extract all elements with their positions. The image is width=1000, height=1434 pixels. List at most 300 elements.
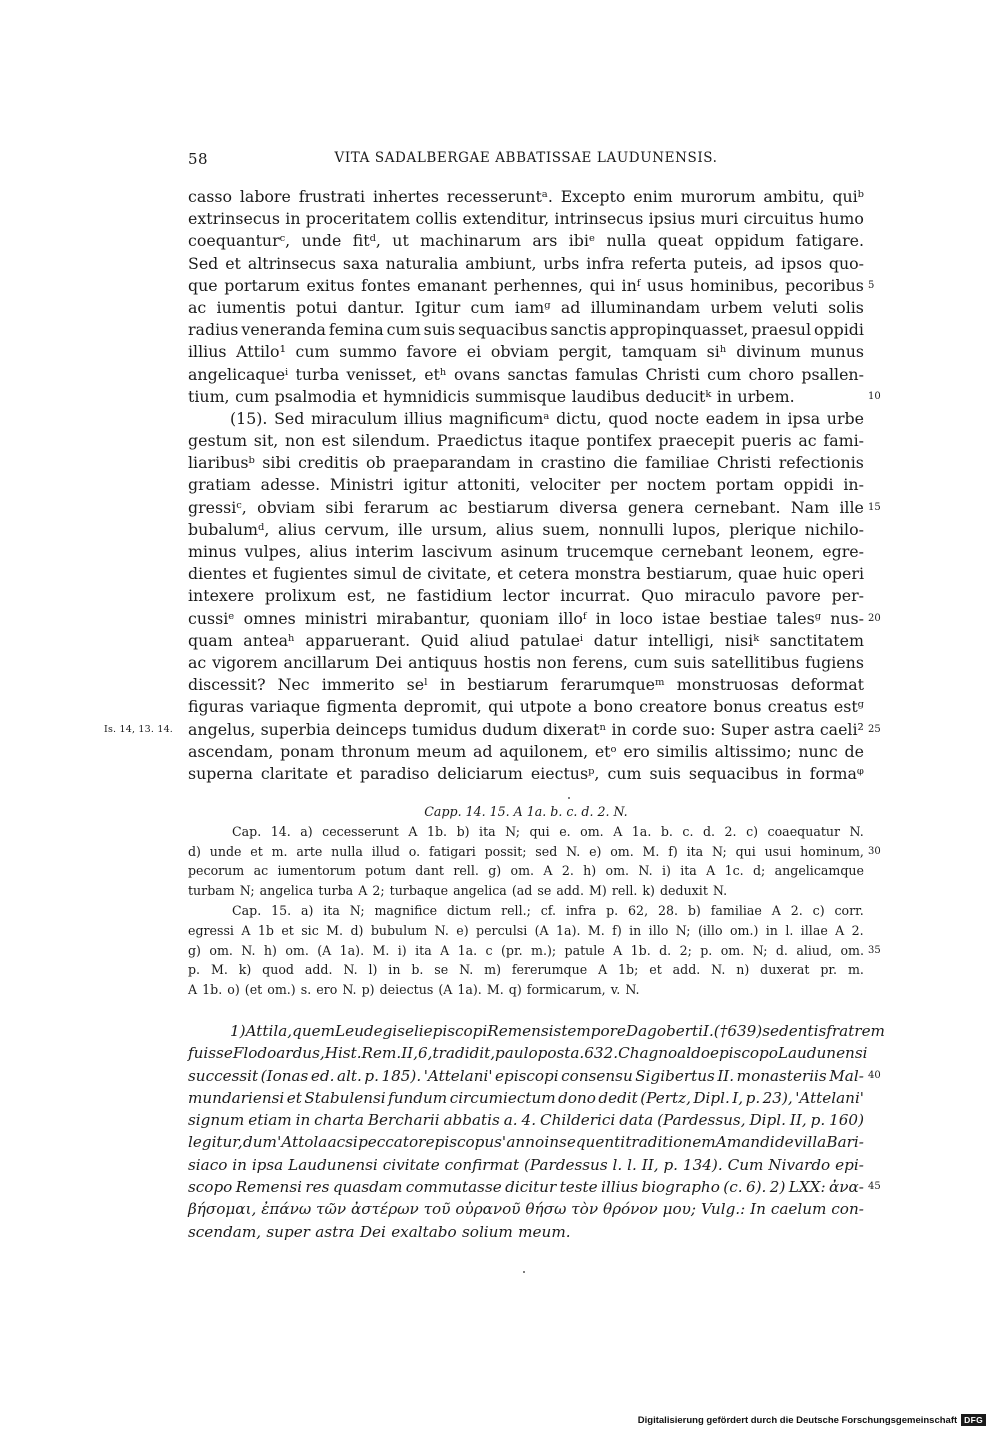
main-word: Excepto [560,187,626,206]
note-word: angelica [453,883,507,899]
main-line [188,297,864,319]
note-word: 28. [657,902,678,918]
footnote-word: 1) [230,1022,246,1040]
footnote-line [188,1087,864,1109]
main-word: et [252,564,268,584]
note-word: q) [508,982,522,998]
main-word: Dei [375,652,403,672]
main-word: Quo [641,586,674,606]
main-line [188,696,864,718]
main-line [188,341,864,363]
main-line [188,563,864,585]
main-word: inhertes [372,187,440,206]
main-word: laudibus [571,386,640,406]
main-word: hymnidicis [383,386,470,406]
main-line [188,408,864,430]
main-word: cum [295,342,330,362]
main-word: figuras [188,697,244,717]
footnote-word: (Ionas [260,1066,309,1085]
note-word: iumentorum [277,863,356,879]
main-word: tamquam [621,342,698,362]
footnote-word: Attila, [245,1022,293,1040]
footnote-word: caelum [770,1200,827,1219]
footnote-word: τὸν [571,1200,599,1219]
main-word: portam [715,475,774,495]
main-word: machinarum [420,231,521,251]
line-number: 5 [868,279,875,291]
main-word: cum [633,652,668,672]
main-word: itaque [529,431,580,451]
note-word: 1a). [457,982,482,998]
main-word: de [402,564,422,584]
main-word: deliciarum [437,763,523,783]
main-word: diversa [559,497,618,517]
critical-apparatus [188,802,881,1000]
note-word: 15. [271,902,292,918]
footnote-word: insequenti [544,1133,626,1152]
main-word: solis [828,297,864,317]
note-word: illo [648,922,669,938]
note-word: 1a). [556,922,581,938]
main-word: satellitibus [711,652,800,672]
footnote-line [188,1042,868,1064]
main-word: cussiᵉ [188,608,235,628]
main-word: superbia [260,719,331,739]
note-word: N. [625,982,640,998]
main-line [188,541,864,563]
note-word: M. [372,942,390,958]
note-word: A [408,823,418,839]
main-word: cum [386,320,421,340]
main-word: lupos, [672,519,721,539]
main-word: illius [403,408,443,428]
main-line [188,652,864,674]
note-word: ita [686,843,704,859]
main-word: ovans [454,364,501,384]
footnote-word: res [305,1178,330,1197]
note-word: pecorum [188,863,245,879]
main-word: aliud [469,630,510,650]
main-word: venisset, [346,364,417,384]
footnote-line [188,1065,881,1087]
main-word: enim [633,187,673,206]
footnote-word: (Pertz, [640,1088,691,1107]
main-word: dantur. [347,297,405,317]
note-word: pr. [820,962,838,978]
note-word: g) [488,863,502,879]
note-word: o) [227,982,240,998]
main-word: nulla [606,231,647,251]
note-word: 1b. [202,982,223,998]
main-word: deformat [790,675,864,695]
note-word: A [835,922,845,938]
note-word: illud [371,843,400,859]
note-line [188,861,864,881]
note-word: om. [605,863,630,879]
main-word: intrinsecus [554,209,644,229]
main-word: thronum [341,741,411,761]
main-word: bestiarum [467,675,549,695]
note-word: (pr. [501,942,523,958]
main-word: ero [623,741,650,761]
main-word: depromit, [403,697,482,717]
footnote-word: Dipl. [749,1111,786,1130]
note-word: k) [238,962,252,978]
footnote-word: l. [612,1155,623,1174]
footnote-line [188,1020,885,1042]
note-word: duxerat [760,962,810,978]
footnote-word: Remensis [487,1022,562,1040]
note-word: A [613,823,623,839]
main-word: puteis, [693,253,748,273]
note-word: N. [849,823,864,839]
main-word: veluti [772,297,818,317]
main-word: appropinquasset, [609,320,749,340]
main-word: per [610,475,638,495]
main-word: de [844,741,864,761]
main-word: queat [657,231,704,251]
main-word: qui [488,697,514,717]
note-word: A [771,902,781,918]
footnote-word: 'Attelani' [423,1066,493,1085]
footnote-word: episcopo [709,1044,778,1063]
footnote-word: Cum [727,1155,764,1174]
note-word: bubulum [370,922,428,938]
note-word: N; [675,922,691,938]
note-word: om. [209,942,233,958]
note-word: possit; [484,843,527,859]
main-word: casso [188,187,232,206]
footnote-word: a. [570,1044,585,1063]
main-word: (15). [230,408,268,428]
main-word: pecoribus [785,275,864,295]
note-word: aliud, [796,942,833,958]
main-word: eadem [705,408,759,428]
main-word: hominibus, [690,275,779,295]
note-line [188,901,864,921]
footnote-word: mundariensi [188,1088,285,1107]
main-word: unde [301,231,342,251]
note-word: N. [434,922,449,938]
note-word: unde [209,843,242,859]
footnote-word: Dipl. [693,1088,730,1107]
main-word: Attilo¹ [236,342,286,362]
main-word: ne [386,586,407,606]
main-word: urbem. [737,386,795,406]
main-line [188,386,881,408]
footnote-word: successit [188,1066,259,1085]
main-word: ars [532,231,558,251]
note-word: 2. [851,922,864,938]
note-word: 14. [270,823,291,839]
main-text [104,186,881,785]
footnotes [188,1020,885,1243]
footnote-word: de [774,1133,794,1152]
footnote-word: τοῦ [423,1200,451,1219]
note-word: quod [262,962,294,978]
note-word: A [440,942,450,958]
main-word: lascivum [421,542,493,561]
note-word: formicarum, [526,982,606,998]
main-word: ipsius [648,209,696,229]
main-word: ob [365,453,386,473]
main-word: quae [738,564,778,584]
footnote-word: ἀστέρων [351,1200,419,1219]
main-word: leonem, [750,542,815,561]
footnote-word: tradidit, [432,1044,496,1063]
footnote-line [188,1109,864,1131]
main-word: summo [339,342,397,362]
footnote-word: ed. [310,1066,335,1085]
main-word: praesul [751,320,812,340]
main-word: tumidus [411,719,477,739]
main-word: siʰ [706,342,727,362]
note-word: M. [210,962,228,978]
footnote-word: Amandi [715,1133,775,1152]
note-word: coaequatur [767,823,841,839]
main-word: in- [843,475,864,495]
footnote-word: Leudegiseli [335,1022,424,1040]
main-word: oppidi [814,320,864,340]
note-line [188,980,864,1000]
footnote-word: villa [793,1133,827,1152]
note-word: c. [682,823,694,839]
main-word: monstruosas [676,675,779,695]
main-word: altissimo; [714,741,792,761]
note-word: n) [736,962,750,978]
note-word: add. [304,962,333,978]
main-line [188,763,864,785]
note-word: b) [456,823,470,839]
main-word: cervum, [324,519,390,539]
main-word: variaque [250,697,321,717]
footnote-word: monasteriis [736,1066,827,1085]
main-word: non [285,431,315,451]
main-word: ille [839,497,864,517]
note-word: f) [668,843,678,859]
main-word: monstra [574,564,641,584]
note-word: A [188,982,198,998]
main-word: Christi [645,364,700,384]
main-word: miraculo [684,586,756,606]
footnote-word: in [295,1111,311,1130]
note-word: cecesserunt [322,823,399,839]
note-word: N. [459,962,474,978]
note-word: M. [486,982,504,998]
footnote-word: charta [314,1111,364,1130]
note-word: b) [687,902,701,918]
main-line [188,452,864,474]
credit-text: Digitalisierung gefördert durch die Deutsche Forschungsgemeinschaft [637,1414,958,1426]
main-word: deducitᵏ [645,386,712,406]
main-word: Sed [274,408,305,428]
footnote-word: II, [401,1044,419,1063]
main-word: operi [822,564,864,584]
note-word: (A [317,942,332,958]
main-word: et [361,386,378,406]
footnote-word: Nivardo [768,1155,831,1174]
main-word: pergit, [558,342,612,362]
note-line [188,842,881,862]
note-word: N; [239,883,255,899]
note-word: corr. [834,902,864,918]
footnote-word: Childerici [539,1111,616,1130]
footnote-word: μου; [662,1200,697,1219]
note-word: 1b. [426,823,448,839]
note-word: a) [300,823,313,839]
footnote-word: 23), [762,1088,793,1107]
footnote-word: dono [558,1088,596,1107]
main-word: magnificumᵃ [449,408,550,428]
main-word: ursum, [431,519,488,539]
note-word: e) [456,922,469,938]
note-word: c) [812,902,825,918]
main-word: formaᵠ [809,763,864,783]
note-word: turbam [188,883,235,899]
main-word: ferarumqueᵐ [560,675,665,695]
note-word: b. [411,962,424,978]
main-word: praeparandam [393,453,511,473]
main-word: cum [235,386,270,406]
main-line [188,474,864,496]
note-line [188,941,881,961]
main-word: deinceps [335,719,407,739]
main-line [188,230,864,252]
note-word: turba [318,883,354,899]
line-number: 30 [868,845,881,857]
note-word: cf. [540,902,556,918]
note-word: m.); [531,942,557,958]
main-word: genera [627,497,684,517]
note-word: patule [564,942,605,958]
main-word: creatore [639,697,708,717]
note-word: p. [700,942,713,958]
footnote-word: civitate [382,1155,440,1174]
footnote-word: Stabulensi [304,1088,386,1107]
note-word: m) [484,962,502,978]
main-word: Super [720,719,769,739]
main-word: miraculum [311,408,398,428]
main-word: suo: [682,719,716,739]
note-word: c) [746,823,759,839]
main-line [188,430,864,452]
main-word: anteaʰ [243,630,295,650]
footnote-word: 'Attelani' [795,1088,864,1107]
main-word: favore [406,342,458,362]
note-word: e. [559,823,571,839]
main-word: sibi [325,497,354,517]
main-word: huic [782,564,817,584]
line-number: 35 [868,944,881,956]
main-word: creditis [298,453,359,473]
note-word: rell.; [501,902,531,918]
note-word: d. [659,942,672,958]
note-word: perculsi [476,922,528,938]
footnote-word: fratrem [826,1022,885,1040]
main-word: ibiᵉ [568,231,596,251]
main-word: murorum [680,187,756,206]
footnote-word: teste [559,1178,598,1197]
main-word: oppidi [783,475,834,495]
footnote-word: 160) [829,1111,864,1130]
note-word: om. [285,942,309,958]
footnote-word: 632. [584,1044,619,1063]
main-word: datur [593,630,638,650]
main-word: utpote [519,697,572,717]
main-word: cernebant. [694,497,781,517]
footnote-word: II, [789,1111,807,1130]
footnote-word: l. [627,1155,637,1174]
note-word: (illo [697,922,723,938]
main-word: illius [188,342,227,362]
note-word: b. [660,823,673,839]
footnote-line [188,1176,881,1198]
footnote-word: fuisse [188,1044,233,1063]
main-word: ad [754,253,775,273]
note-word: 1a. [631,823,652,839]
note-word: 2. [790,902,803,918]
note-word: om.) [267,982,296,998]
footnote-word: p. [745,1088,761,1107]
main-word: in [595,608,611,628]
note-word: om. [720,942,745,958]
note-word: N. [638,863,653,879]
main-word: talesᵍ [776,608,822,628]
footnote-word: II. [717,1066,735,1085]
footnote-word: 4. [521,1111,537,1130]
note-word: rell. [611,883,638,899]
footnote-word: θρόνον [602,1200,658,1219]
note-word: A [241,922,251,938]
main-word: eiectusᵖ, [530,763,600,783]
footnote-word: traditionem [625,1133,716,1152]
main-line [188,319,864,341]
main-word: ferarum [364,497,429,517]
note-line [188,881,864,901]
main-word: portarum [224,275,300,295]
main-word: urbs [543,253,580,273]
main-word: in [765,408,781,428]
main-word: sequacibus [458,320,548,340]
footnote-word: data [619,1111,654,1130]
main-word: exitus [306,275,355,295]
main-word: nisiᵏ [724,630,759,650]
note-word: i) [661,863,671,879]
main-word: familiae [645,453,710,473]
main-word: simul [353,564,397,584]
note-word: N. [566,843,581,859]
main-word: mirabantur, [376,608,471,628]
main-word: bestiarum, [646,564,733,584]
footnote-word: etiam [248,1111,292,1130]
main-word: etʰ [424,364,447,384]
note-word: (et [244,982,263,998]
page-number: 58 [188,150,209,168]
note-line [188,802,864,822]
footnote-word: anno [506,1133,545,1152]
footnote-word: Laudunensi [777,1044,868,1063]
note-word: deduxit [660,883,708,899]
main-word: a [577,697,588,717]
note-word: ita [680,863,697,879]
main-word: ancillarum [283,652,370,672]
main-word: cum [707,364,742,384]
note-word: 62, [628,902,649,918]
main-word: discessit? [188,675,266,695]
main-line [188,208,864,230]
main-word: frustrati [298,187,366,206]
main-word: ut [392,231,409,251]
